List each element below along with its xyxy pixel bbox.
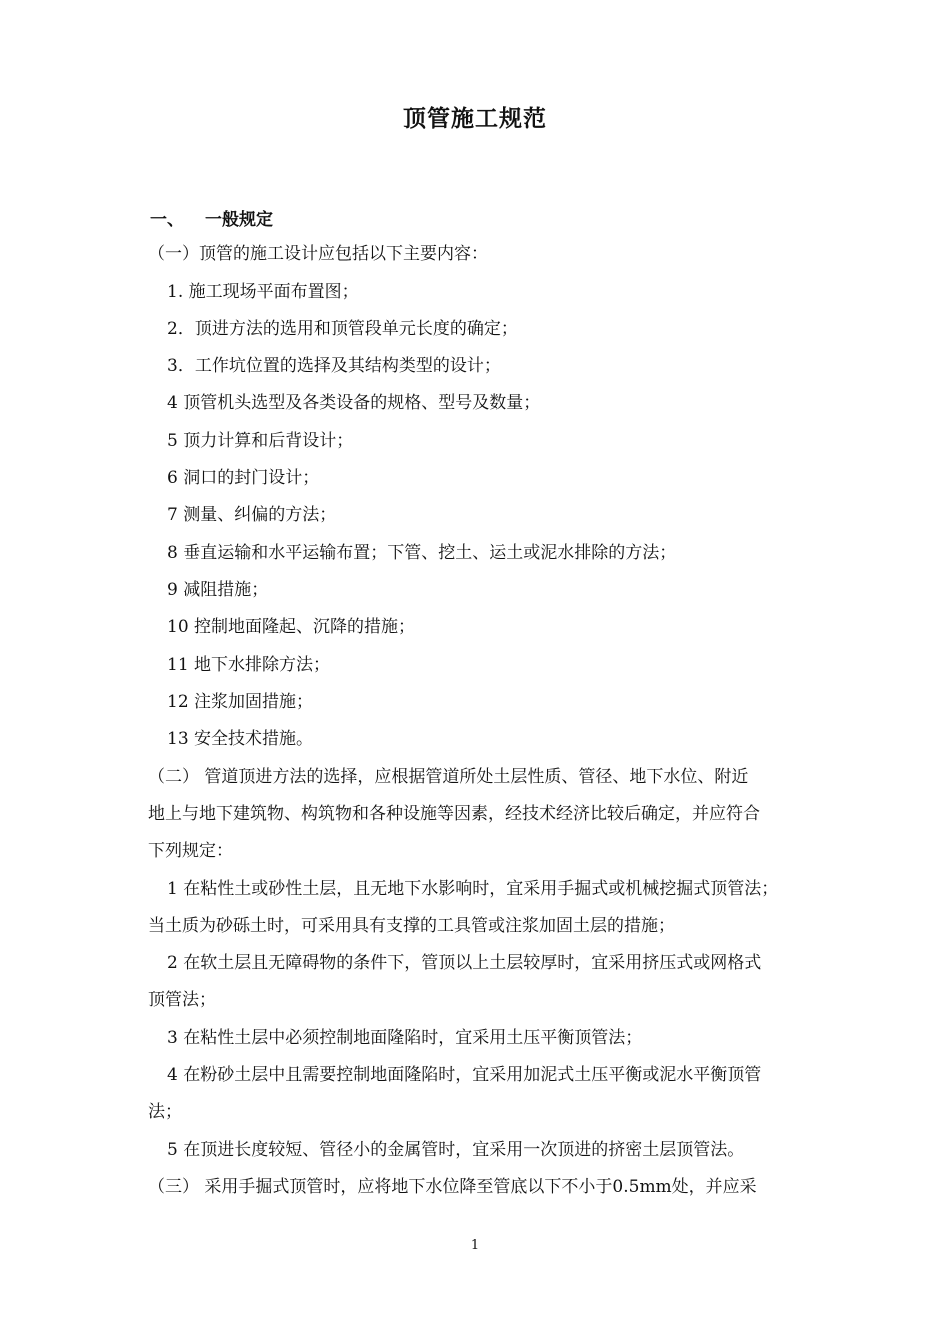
list-item: 1 在粘性土或砂性土层，且无地下水影响时，宜采用手掘式或机械挖掘式顶管法； [167,879,779,899]
list-item: 2．顶进方法的选用和顶管段单元长度的确定； [167,319,518,339]
paragraph-line: （二） 管道顶进方法的选择，应根据管道所处土层性质、管径、地下水位、附近 [148,767,749,787]
list-item: 4 顶管机头选型及各类设备的规格、型号及数量； [167,393,541,413]
section-number: 一、 [150,210,184,230]
paragraph-line: 地上与地下建筑物、构筑物和各种设施等因素，经技术经济比较后确定，并应符合 [148,804,760,824]
list-item: 3 在粘性土层中必须控制地面隆陷时，宜采用土压平衡顶管法； [167,1028,643,1048]
list-item: 1. 施工现场平面布置图； [167,282,359,302]
list-item: 2 在软土层且无障碍物的条件下，管顶以上土层较厚时，宜采用挤压式或网格式 [167,953,762,973]
paragraph-line: （三） 采用手掘式顶管时，应将地下水位降至管底以下不小于0.5mm处，并应采 [148,1177,757,1197]
list-item: 5 在顶进长度较短、管径小的金属管时，宜采用一次顶进的挤密土层顶管法。 [167,1140,745,1160]
list-item: 11 地下水排除方法； [167,655,331,675]
list-item: 4 在粉砂土层中且需要控制地面隆陷时，宜采用加泥式土压平衡或泥水平衡顶管 [167,1065,762,1085]
list-item: 12 注浆加固措施； [167,692,314,712]
list-item: 3．工作坑位置的选择及其结构类型的设计； [167,356,501,376]
section-heading: 一般规定 [205,210,273,230]
paragraph-line: 法； [148,1102,182,1122]
list-item: 6 洞口的封门设计； [167,468,320,488]
paragraph-line: 顶管法； [148,990,216,1010]
list-item: 13 安全技术措施。 [167,729,314,749]
document-title: 顶管施工规范 [403,105,547,132]
list-item: 10 控制地面隆起、沉降的措施； [167,617,416,637]
list-item: 5 顶力计算和后背设计； [167,431,354,451]
page-number: 1 [470,1238,480,1253]
paragraph-line: （一）顶管的施工设计应包括以下主要内容： [148,244,488,264]
paragraph-line: 下列规定： [148,841,233,861]
list-item: 8 垂直运输和水平运输布置；下管、挖土、运土或泥水排除的方法； [167,543,677,563]
list-item: 7 测量、纠偏的方法； [167,505,337,525]
list-item: 9 减阻措施； [167,580,269,600]
paragraph-line: 当土质为砂砾土时，可采用具有支撑的工具管或注浆加固土层的措施； [148,916,675,936]
